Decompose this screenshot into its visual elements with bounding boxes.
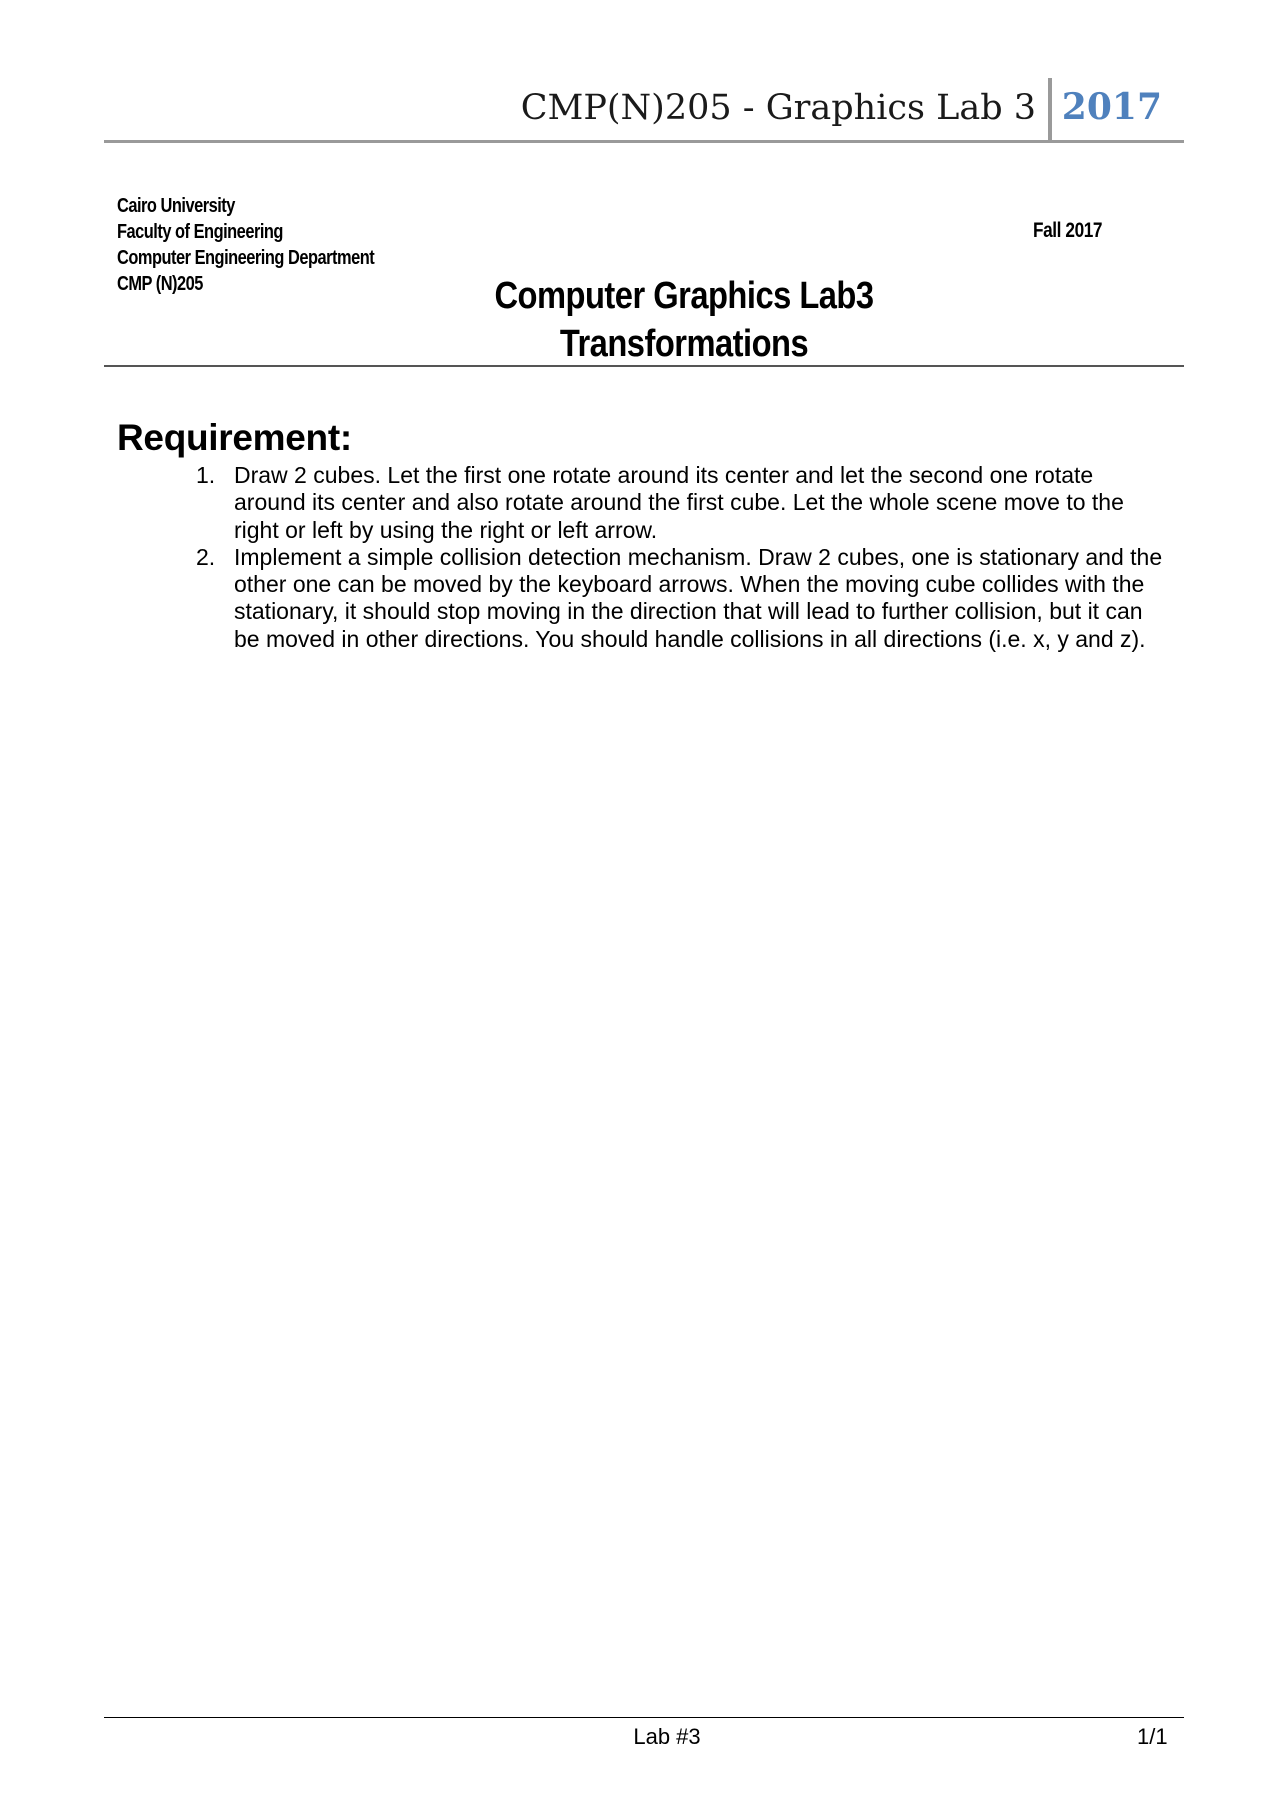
list-item [196, 462, 1166, 544]
header-rule [104, 140, 1184, 143]
title-line-2: Transformations [559, 323, 809, 365]
department-name: Computer Engineering Department [117, 247, 375, 269]
footer-label: Lab #3 [633, 1724, 701, 1749]
page-number: 1/1 [1137, 1724, 1168, 1749]
university-name: Cairo University [117, 195, 235, 217]
list-item-number: 2. [196, 543, 216, 570]
list-item-number: 1. [196, 462, 216, 488]
course-code: CMP (N)205 [117, 273, 203, 295]
title-line-1: Computer Graphics Lab3 [494, 275, 874, 317]
faculty-name: Faculty of Engineering [117, 221, 283, 243]
requirement-list [196, 462, 1166, 653]
list-item [196, 544, 1166, 653]
document-title [426, 272, 942, 368]
institution-block [117, 193, 374, 297]
header-title: CMP(N)205 - Graphics Lab 3 [520, 88, 1036, 128]
list-item-text: Draw 2 cubes. Let the first one rotate around its center and let the second one rotate around its center and also rotate around the first cube. Let the whole scene move to the right or left by using the right or left arrow. [234, 462, 1124, 543]
header-year: 2017 [1061, 86, 1162, 128]
header-separator [1048, 78, 1052, 142]
page-header [104, 76, 1184, 140]
title-rule [104, 365, 1184, 367]
requirement-heading: Requirement: [117, 417, 352, 458]
footer-rule [104, 1717, 1184, 1718]
semester-label: Fall 2017 [1033, 219, 1103, 242]
list-item-text: Implement a simple collision detection mechanism. Draw 2 cubes, one is stationary and the other one can be moved by the keyboard arrows. When the moving cube collides with the stationary, it should stop moving in the direction that will lead to further collision, but it can be moved in other directions. You should handle collisions in all directions (i.e. x, y and z). [234, 543, 1163, 652]
